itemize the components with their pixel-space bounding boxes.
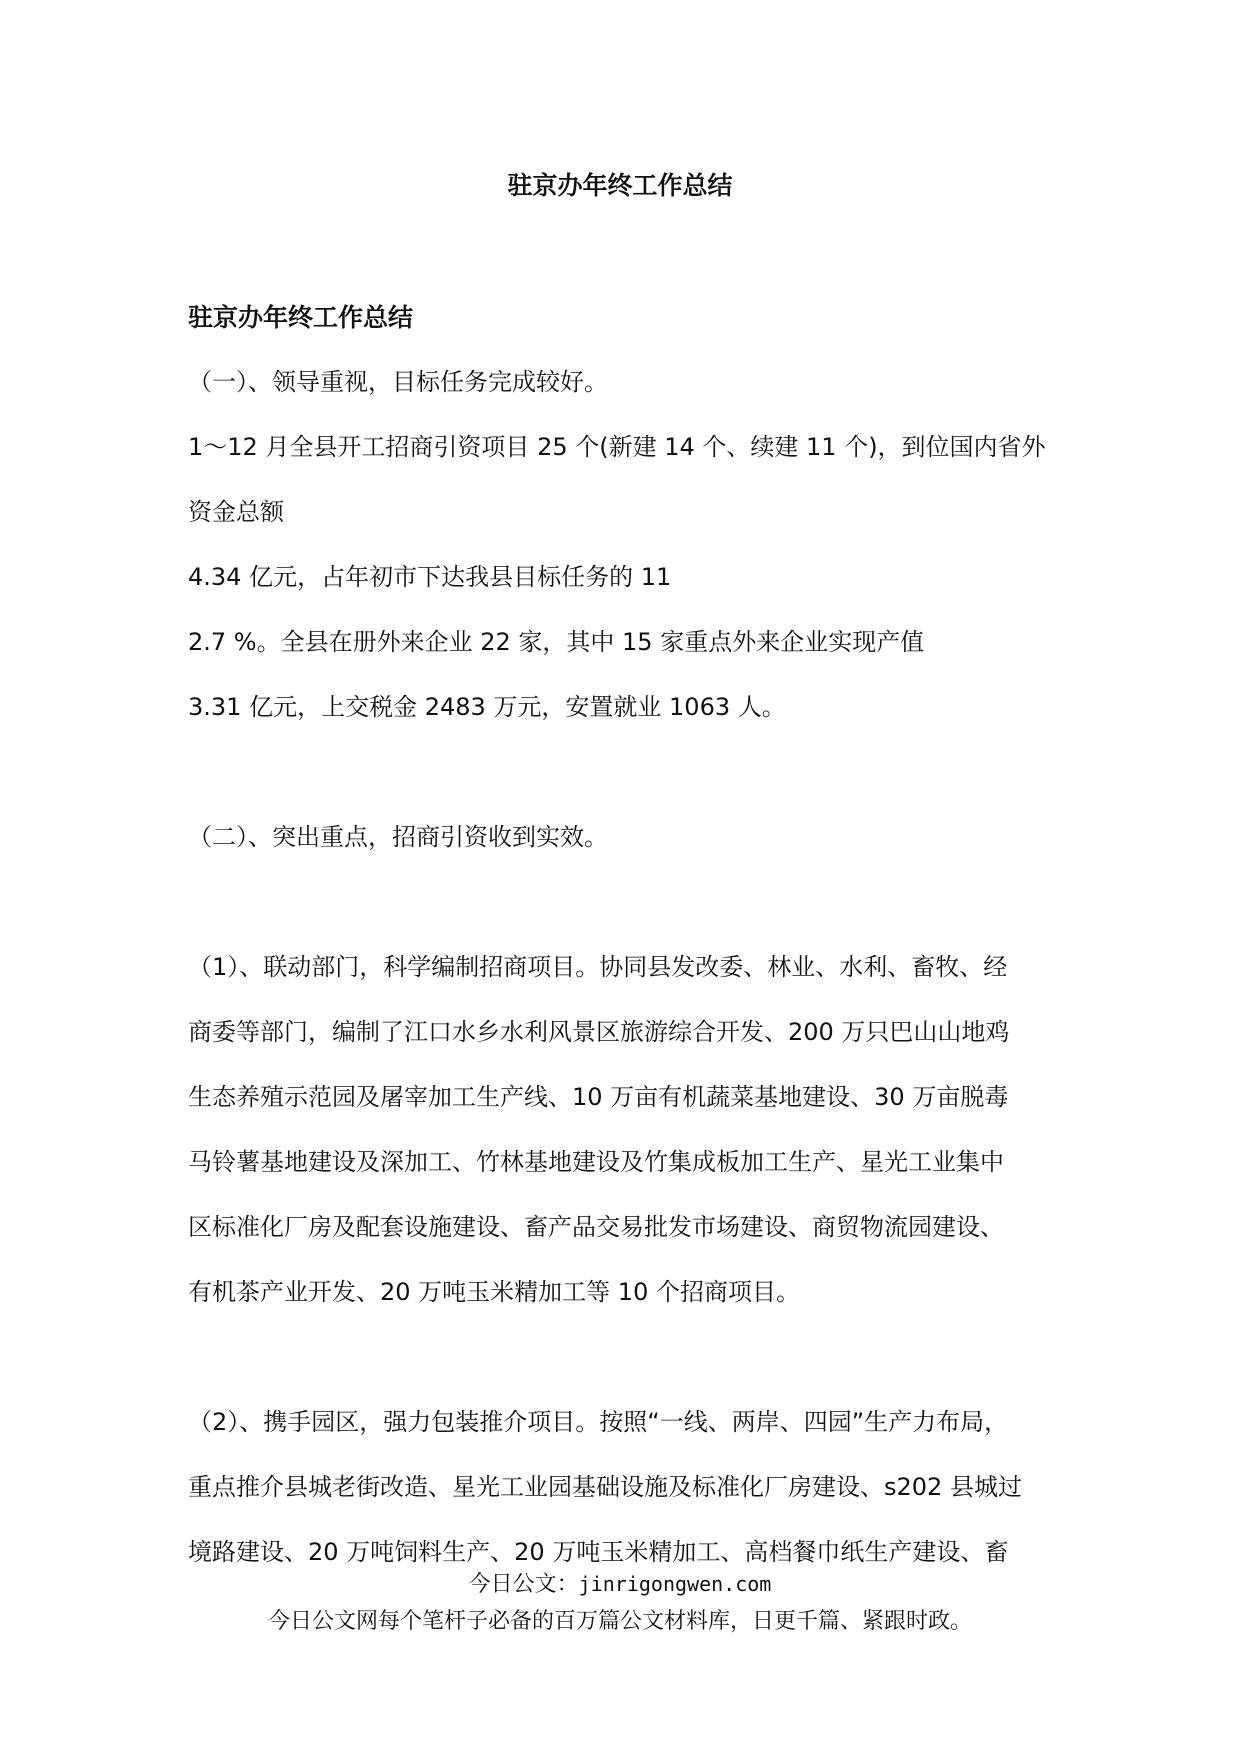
section-1-line: 4.34 亿元，占年初市下达我县目标任务的 11 [188,563,672,591]
paragraph-2-line: 重点推介县城老街改造、星光工业园基础设施及标准化厂房建设、s202 县城过 [188,1473,1022,1501]
paragraph-1-line: 生态养殖示范园及屠宰加工生产线、10 万亩有机蔬菜基地建设、30 万亩脱毒 [188,1083,1009,1111]
section-2-heading: （二）、突出重点，招商引资收到实效。 [188,823,608,851]
paragraph-2-line: （2）、携手园区，强力包装推介项目。按照“一线、两岸、四园”生产力布局， [188,1408,1009,1436]
paragraph-1-line: 马铃薯基地建设及深加工、竹林基地建设及竹集成板加工生产、星光工业集中 [188,1148,1004,1176]
section-1-heading: （一）、领导重视，目标任务完成较好。 [188,368,608,396]
paragraph-gap [188,870,1058,935]
footer-site-label: 今日公文： [468,1572,579,1597]
footer-site-url[interactable]: jinrigongwen.com [578,1572,772,1596]
document-subtitle: 驻京办年终工作总结 [188,303,414,332]
paragraph-gap [188,1325,1058,1390]
paragraph-1-line: 区标准化厂房及配套设施建设、畜产品交易批发市场建设、商贸物流园建设、 [188,1213,1004,1241]
section-1-line: 1～12 月全县开工招商引资项目 25 个(新建 14 个、续建 11 个)，到位国内省外 [188,433,1046,461]
paragraph-1-line: （1）、联动部门，科学编制招商项目。协同县发改委、林业、水利、畜牧、经 [188,953,1008,981]
document-title: 驻京办年终工作总结 [507,171,733,200]
document-body [188,298,1058,1585]
paragraph-1-line: 商委等部门，编制了江口水乡水利风景区旅游综合开发、200 万只巴山山地鸡 [188,1018,1010,1046]
section-1-line: 2.7 %。全县在册外来企业 22 家，其中 15 家重点外来企业实现产值 [188,628,925,656]
paragraph-1-line: 有机茶产业开发、20 万吨玉米精加工等 10 个招商项目。 [188,1278,800,1306]
section-1-line: 3.31 亿元，上交税金 2483 万元，安置就业 1063 人。 [188,693,786,721]
paragraph-gap [188,740,1058,805]
footer-slogan: 今日公文网每个笔杆子必备的百万篇公文材料库，日更千篇、紧跟时政。 [267,1609,972,1634]
page-footer [0,1566,1240,1641]
footer-site [0,1566,1240,1603]
paragraph-2-line: 境路建设、20 万吨饲料生产、20 万吨玉米精加工、高档餐巾纸生产建设、畜 [188,1538,1009,1566]
section-1-line: 资金总额 [188,498,284,526]
